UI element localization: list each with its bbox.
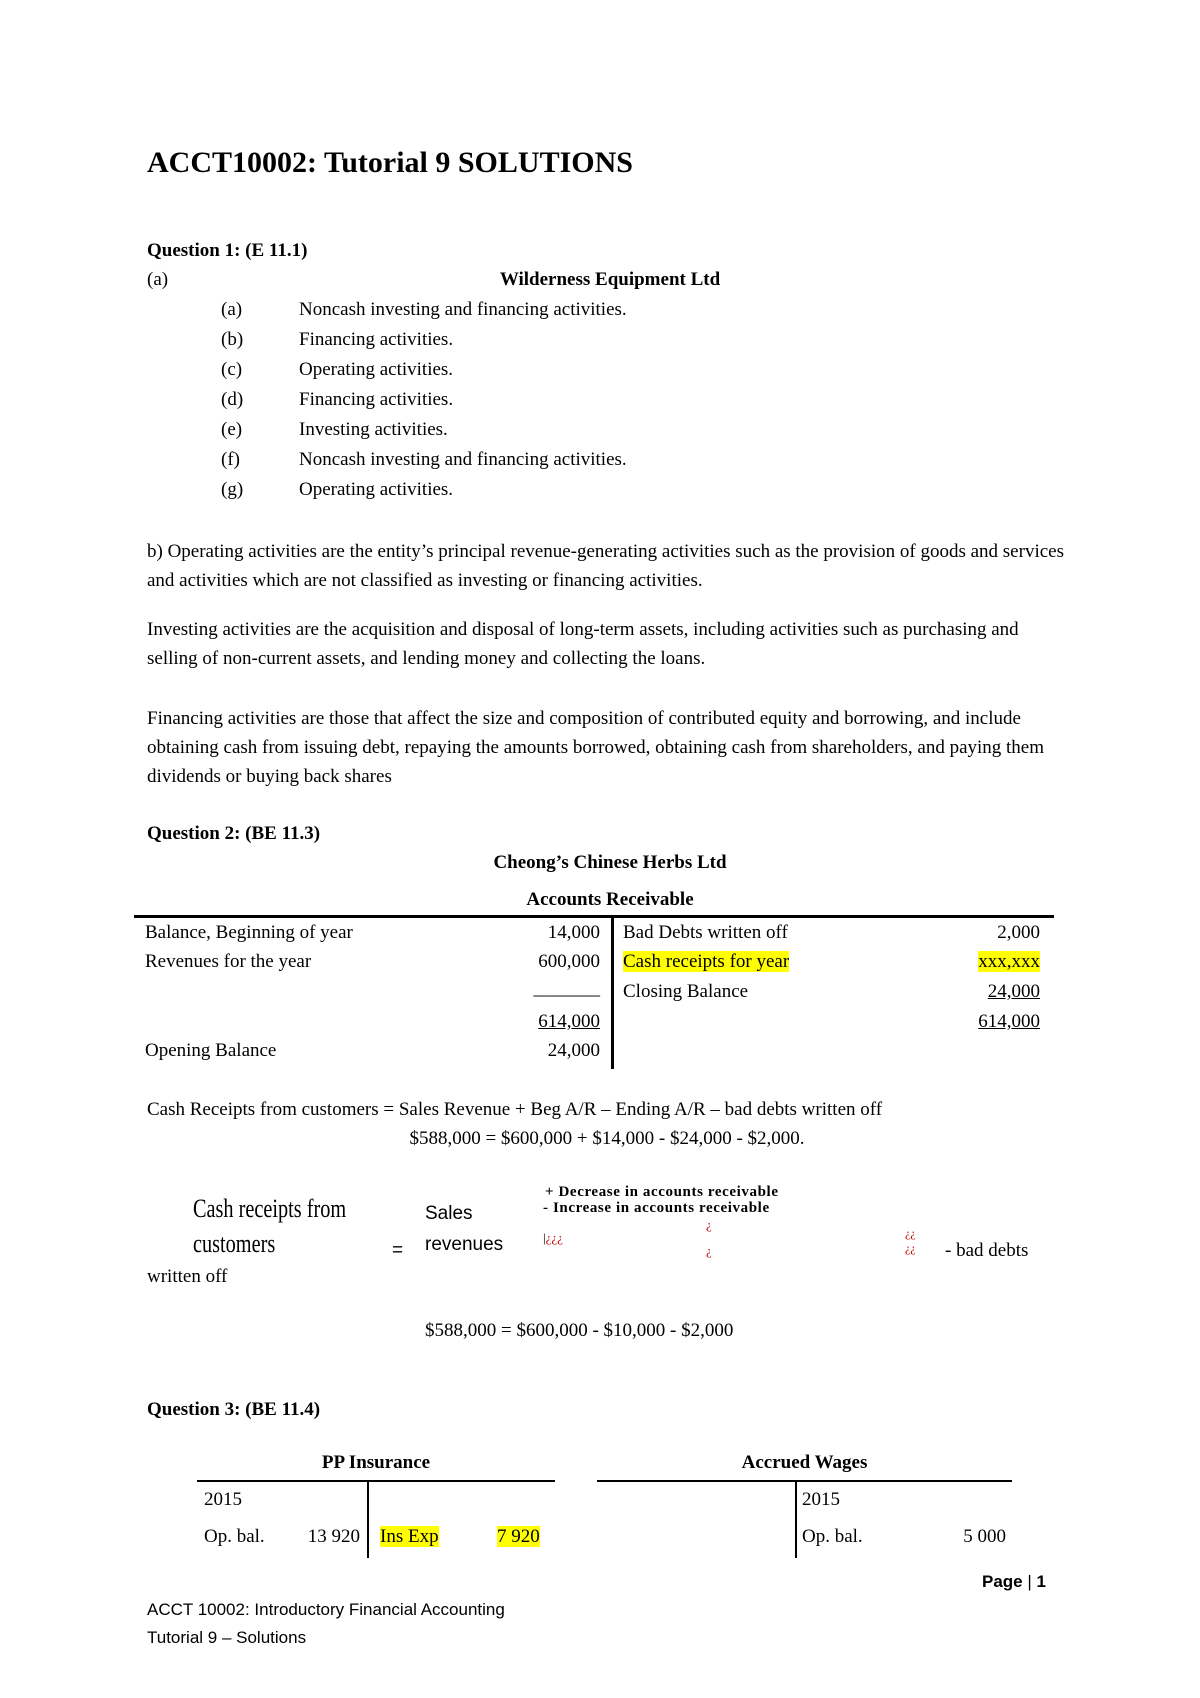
q2-heading: Question 2: (BE 11.3) [147,823,321,844]
t-right-value: 2,000 [997,922,1040,943]
eq-sales-line1: Sales [425,1203,473,1224]
t-left-label: Opening Balance [145,1040,277,1061]
q1-item-text: Operating activities. [299,359,454,380]
t-right-total: 614,000 [978,1011,1040,1032]
q1-item-letter: (b) [221,329,244,350]
q1-paragraph-financing: Financing activities are those that affect the size and composition of contributed equity and borrowing, and include obtaining cash from issuing debt, repaying the amounts borrowed, obtaining cash from shareholders, and paying them dividends or buying back shares [147,708,1045,787]
eq-garbled-glyph: ¿ [706,1243,712,1258]
pp-insurance-title: PP Insurance [321,1452,431,1473]
q2-company-name: Cheong’s Chinese Herbs Ltd [493,852,727,873]
ins-exp-value-highlight: 7 920 [497,1526,540,1547]
page-number-value: 1 [1036,1572,1046,1591]
pp-insurance-right-value [497,1526,540,1548]
t-right-label [623,951,789,973]
t-right-label: Bad Debts written off [623,922,788,943]
q2-formula-calc: $588,000 = $600,000 + $14,000 - $24,000 - $2,000. [409,1128,805,1149]
t-left-value: _______ [533,978,600,999]
q1-item-text: Investing activities. [299,419,448,440]
q1-heading: Question 1: (E 11.1) [147,240,308,261]
pp-insurance-op-label: Op. bal. [204,1526,265,1547]
footer-course: ACCT 10002: Introductory Financial Accounting [147,1600,505,1619]
pp-insurance-divider [367,1481,369,1558]
eq-garbled-text: ¿¿¿ [545,1230,563,1245]
eq-garbled-glyphs [543,1230,563,1246]
pp-insurance-year: 2015 [204,1489,242,1510]
page-number [982,1572,1046,1592]
accrued-wages-op-value: 5 000 [963,1526,1006,1547]
q1-item-letter: (f) [221,449,240,470]
t-account-divider [611,916,614,1069]
q1-item-letter: (g) [221,479,244,500]
page-label: Page [982,1572,1023,1591]
pp-insurance-op-value: 13 920 [307,1526,360,1547]
eq-written-off: written off [147,1266,228,1287]
q1-item-text: Financing activities. [299,329,454,350]
eq-bad-debts: - bad debts [945,1240,1029,1261]
footer-subtitle: Tutorial 9 – Solutions [147,1628,307,1647]
t-left-value: 14,000 [547,922,600,943]
q1-item-text: Financing activities. [299,389,454,410]
eq-garbled-glyph: ¿¿ [905,1241,916,1255]
eq-lhs-line1: Cash receipts from [193,1194,347,1223]
ins-exp-highlight: Ins Exp [380,1526,439,1547]
q1-paragraph-investing: Investing activities are the acquisition and disposal of long-term assets, including activities such as purchasing and selling of non-current assets, and lending money and collecting the loans. [147,619,1019,669]
cash-receipts-highlight: Cash receipts for year [623,951,790,972]
t-right-value [900,951,1040,973]
q1-item-letter: (a) [221,299,243,320]
t-left-total: 614,000 [538,1011,600,1032]
t-right-value: 24,000 [987,981,1040,1002]
page-separator: | [1027,1572,1032,1591]
accrued-wages-title: Accrued Wages [741,1452,868,1473]
accrued-wages-op-label: Op. bal. [802,1526,863,1547]
t-left-value: 24,000 [547,1040,600,1061]
accrued-wages-top-rule [597,1480,1012,1482]
eq-garbled-glyph: ¿ [706,1217,712,1232]
q1-item-text: Noncash investing and financing activities. [299,299,627,320]
document-title: ACCT10002: Tutorial 9 SOLUTIONS [147,146,633,179]
pp-insurance-right-label [380,1526,439,1548]
eq-garbled-glyph: ¿¿ [905,1226,916,1240]
q2-account-title: Accounts Receivable [526,889,694,910]
accrued-wages-divider [795,1481,797,1558]
q1-item-text: Noncash investing and financing activities. [299,449,627,470]
q1-company-name: Wilderness Equipment Ltd [499,269,721,290]
eq-sales-line2: revenues [425,1234,504,1255]
t-left-value: 600,000 [538,951,600,972]
t-left-label: Balance, Beginning of year [145,922,353,943]
q2-result: $588,000 = $600,000 - $10,000 - $2,000 [425,1320,734,1341]
eq-lhs-line2: customers [193,1229,276,1258]
eq-equals-sign: = [392,1240,404,1261]
q3-heading: Question 3: (BE 11.4) [147,1399,321,1420]
t-right-label: Closing Balance [623,981,749,1002]
cash-receipts-value-highlight: xxx,xxx [978,951,1040,972]
q1-paragraph-operating: b) Operating activities are the entity’s principal revenue-generating activities such as the provision of goods and services and activities which are not classified as investing or financing activities. [147,541,1064,591]
q2-formula-text: Cash Receipts from customers = Sales Revenue + Beg A/R – Ending A/R – bad debts written off [147,1099,883,1120]
eq-minus-increase: - Increase in accounts receivable [543,1200,770,1216]
q1-item-letter: (c) [221,359,243,380]
t-account-top-rule [134,915,1054,918]
pp-insurance-top-rule [197,1480,555,1482]
q1-item-letter: (e) [221,419,243,440]
eq-plus-decrease: + Decrease in accounts receivable [545,1184,779,1200]
q1-item-text: Operating activities. [299,479,454,500]
q1-part-a-label: (a) [147,269,169,290]
accrued-wages-year: 2015 [802,1489,840,1510]
eq-bracket-mark: | [543,1230,546,1245]
t-left-label: Revenues for the year [145,951,312,972]
q1-item-letter: (d) [221,389,244,410]
